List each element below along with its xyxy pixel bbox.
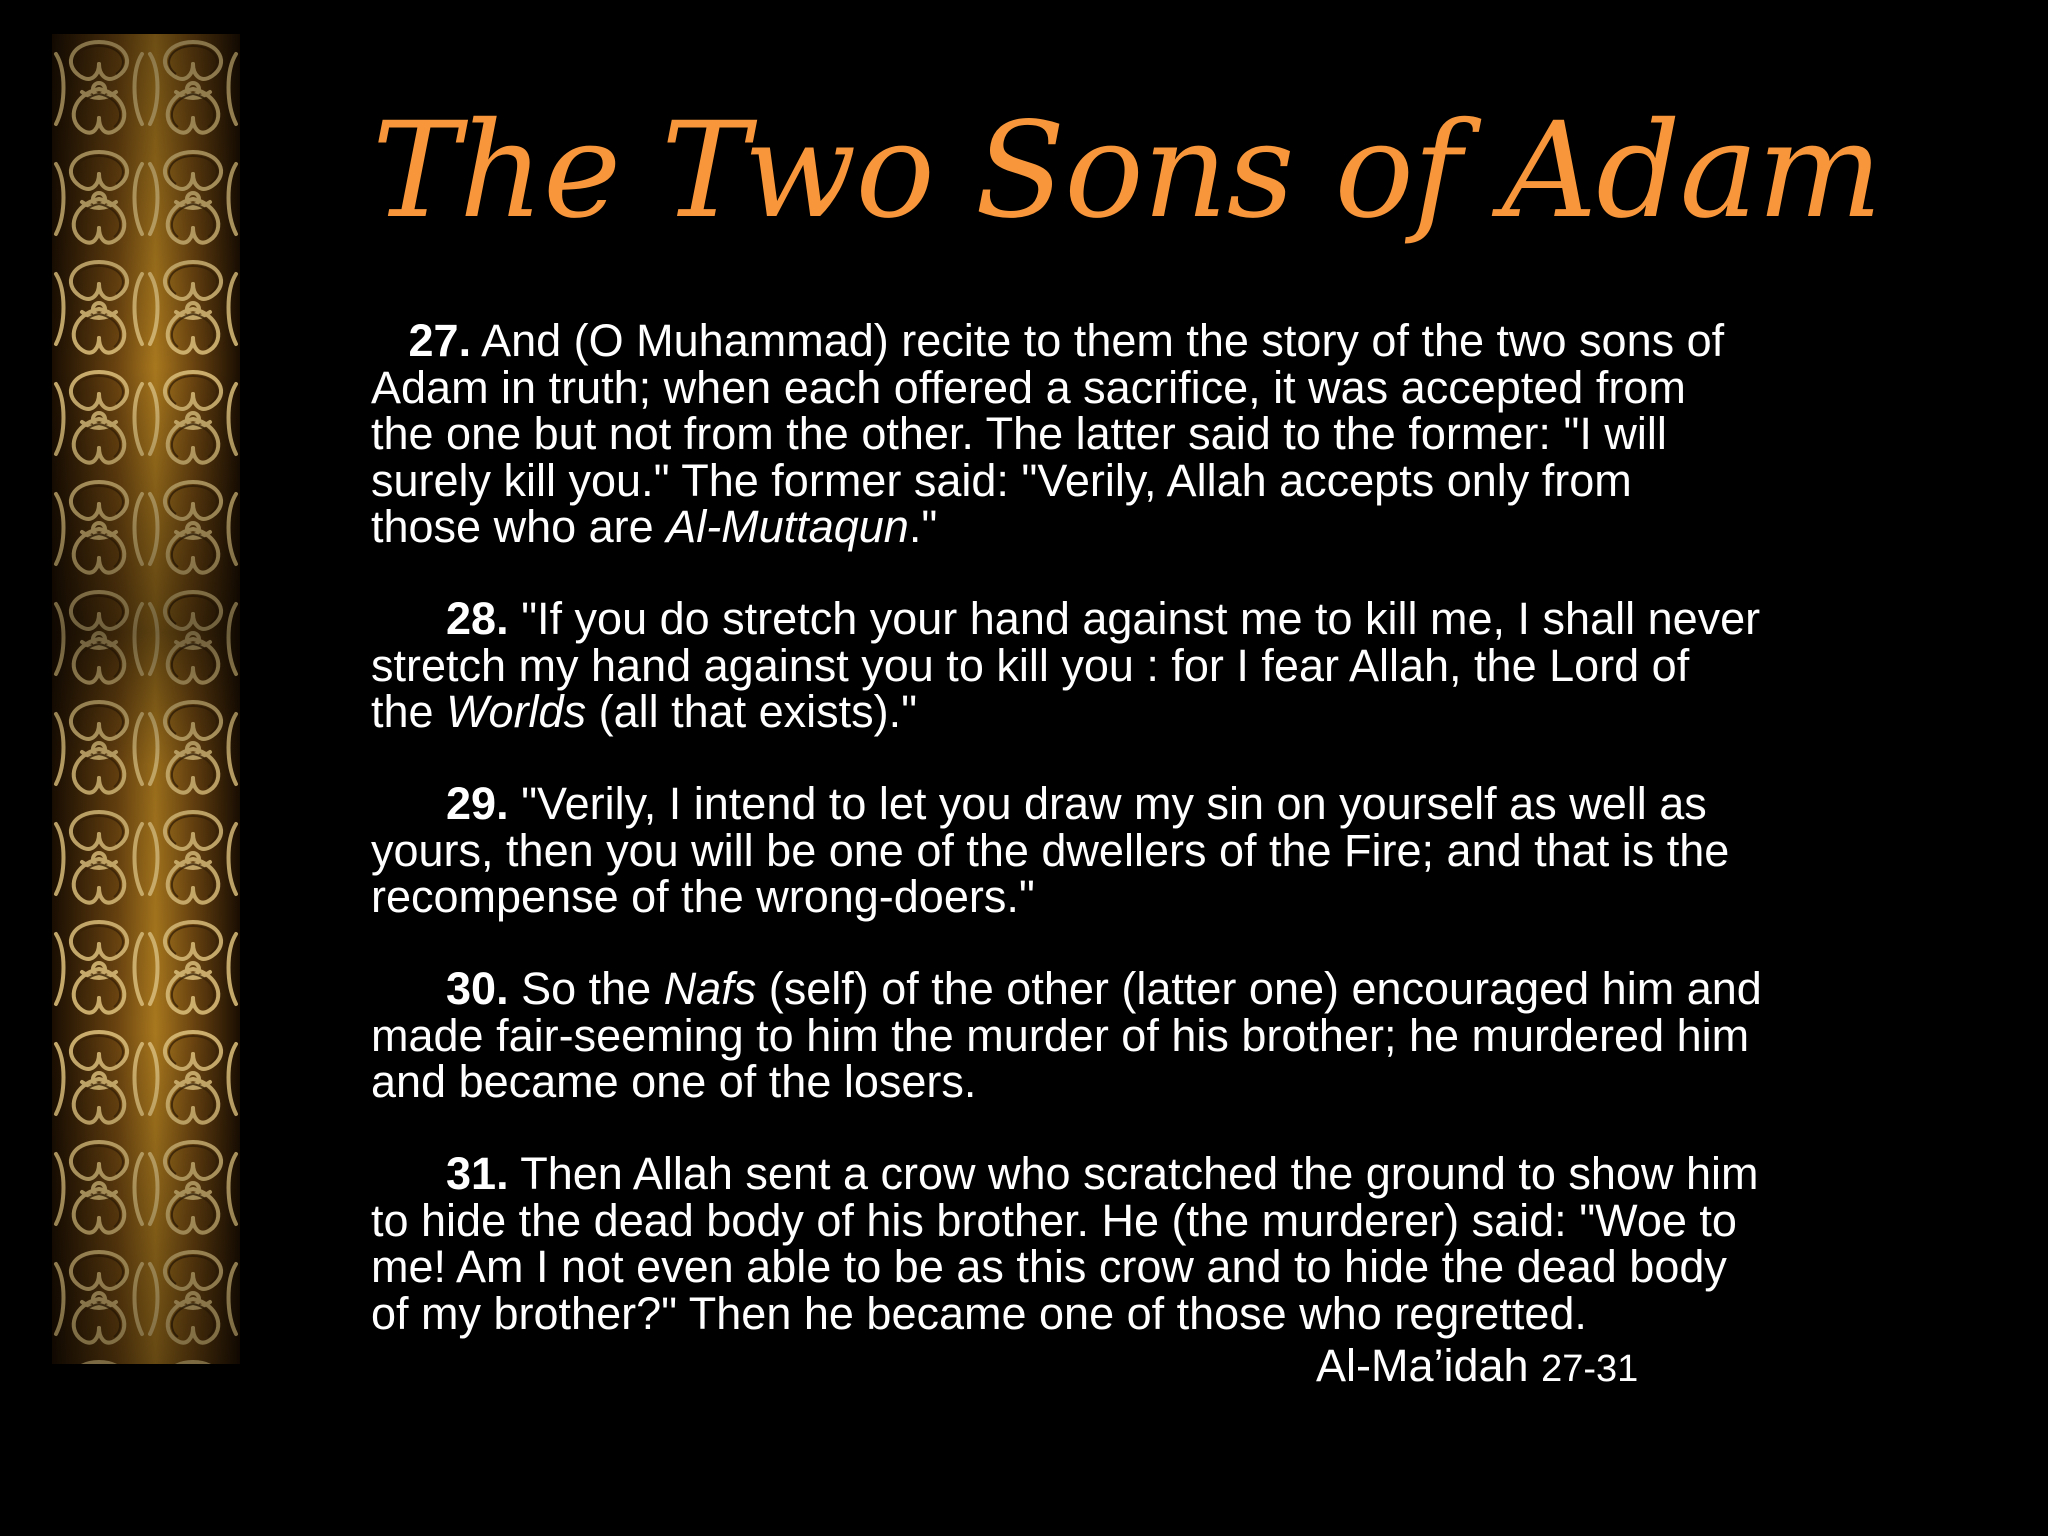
- verse-text: Then Allah sent a crow who scratched the ground to show him: [508, 1148, 1759, 1199]
- verse-line: the one but not from the other. The latter said to the former: "I will: [371, 408, 1667, 459]
- verse-line: made fair-seeming to him the murder of his brother; he murdered him: [371, 1009, 1750, 1061]
- verse-31: [371, 1148, 1971, 1339]
- verse-line: Adam in truth; when each offered a sacrifice, it was accepted from: [371, 361, 1686, 413]
- verse-line: [371, 593, 1971, 644]
- verse-indent: [371, 315, 409, 366]
- verse-line: surely kill you." The former said: "Verily, Allah accepts only from: [371, 454, 1632, 506]
- slide-title: The Two Sons of Adam: [372, 94, 1882, 248]
- verse-line: stretch my hand against you to kill you : for I fear Allah, the Lord of: [371, 639, 1690, 691]
- verse-line: [371, 686, 1971, 737]
- verse-emphasis: Worlds: [446, 686, 587, 737]
- verse-line: [371, 1148, 1971, 1199]
- verse-text: those who are: [371, 501, 667, 552]
- verse-number: 29.: [446, 778, 509, 829]
- verse-number: 30.: [446, 963, 509, 1014]
- ayat-range: 27-31: [1541, 1348, 1639, 1390]
- verse-text: And (O Muhammad) recite to them the story of the two sons of: [471, 315, 1725, 366]
- verse-line: me! Am I not even able to be as this crow and to hide the dead body: [371, 1241, 1727, 1292]
- verse-line: [371, 315, 1971, 366]
- verse-number: 31.: [446, 1148, 509, 1199]
- verse-30: [371, 963, 1971, 1107]
- verse-indent: [371, 963, 446, 1014]
- verse-text: So the: [508, 963, 664, 1014]
- verse-indent: [371, 778, 446, 829]
- verse-number: 28.: [446, 593, 509, 644]
- verse-line: of my brother?" Then he became one of those who regretted.: [371, 1287, 1587, 1339]
- verse-27: [371, 315, 1971, 552]
- surah-citation: [1316, 1340, 1638, 1395]
- verse-line: yours, then you will be one of the dwellers of the Fire; and that is the: [371, 824, 1730, 876]
- verse-line: [371, 778, 1971, 829]
- verse-line: [371, 963, 1971, 1014]
- verse-text: (all that exists).": [586, 686, 918, 737]
- verse-text: .": [908, 501, 938, 552]
- verse-list: [371, 315, 1971, 1383]
- verse-emphasis: Al-Muttaqun: [666, 501, 909, 552]
- verse-number: 27.: [408, 315, 472, 366]
- verse-line: [371, 501, 1971, 552]
- verse-indent: [371, 1148, 446, 1199]
- verse-line: and became one of the losers.: [371, 1056, 977, 1107]
- verse-28: [371, 593, 1971, 737]
- verse-text: "Verily, I intend to let you draw my sin on yourself as well as: [508, 778, 1707, 829]
- surah-name: Al-Ma’idah: [1316, 1340, 1529, 1391]
- verse-indent: [371, 593, 446, 644]
- verse-text: "If you do stretch your hand against me to kill me, I shall never: [508, 593, 1761, 644]
- verse-29: [371, 778, 1971, 922]
- verse-line: to hide the dead body of his brother. He (the murderer) said: "Woe to: [371, 1194, 1737, 1246]
- arabesque-border-pattern: [52, 34, 240, 1364]
- verse-line: recompense of the wrong-doers.": [371, 871, 1035, 922]
- verse-text: (self) of the other (latter one) encouraged him and: [756, 963, 1762, 1014]
- verse-emphasis: Nafs: [663, 963, 757, 1014]
- verse-text: the: [371, 686, 447, 737]
